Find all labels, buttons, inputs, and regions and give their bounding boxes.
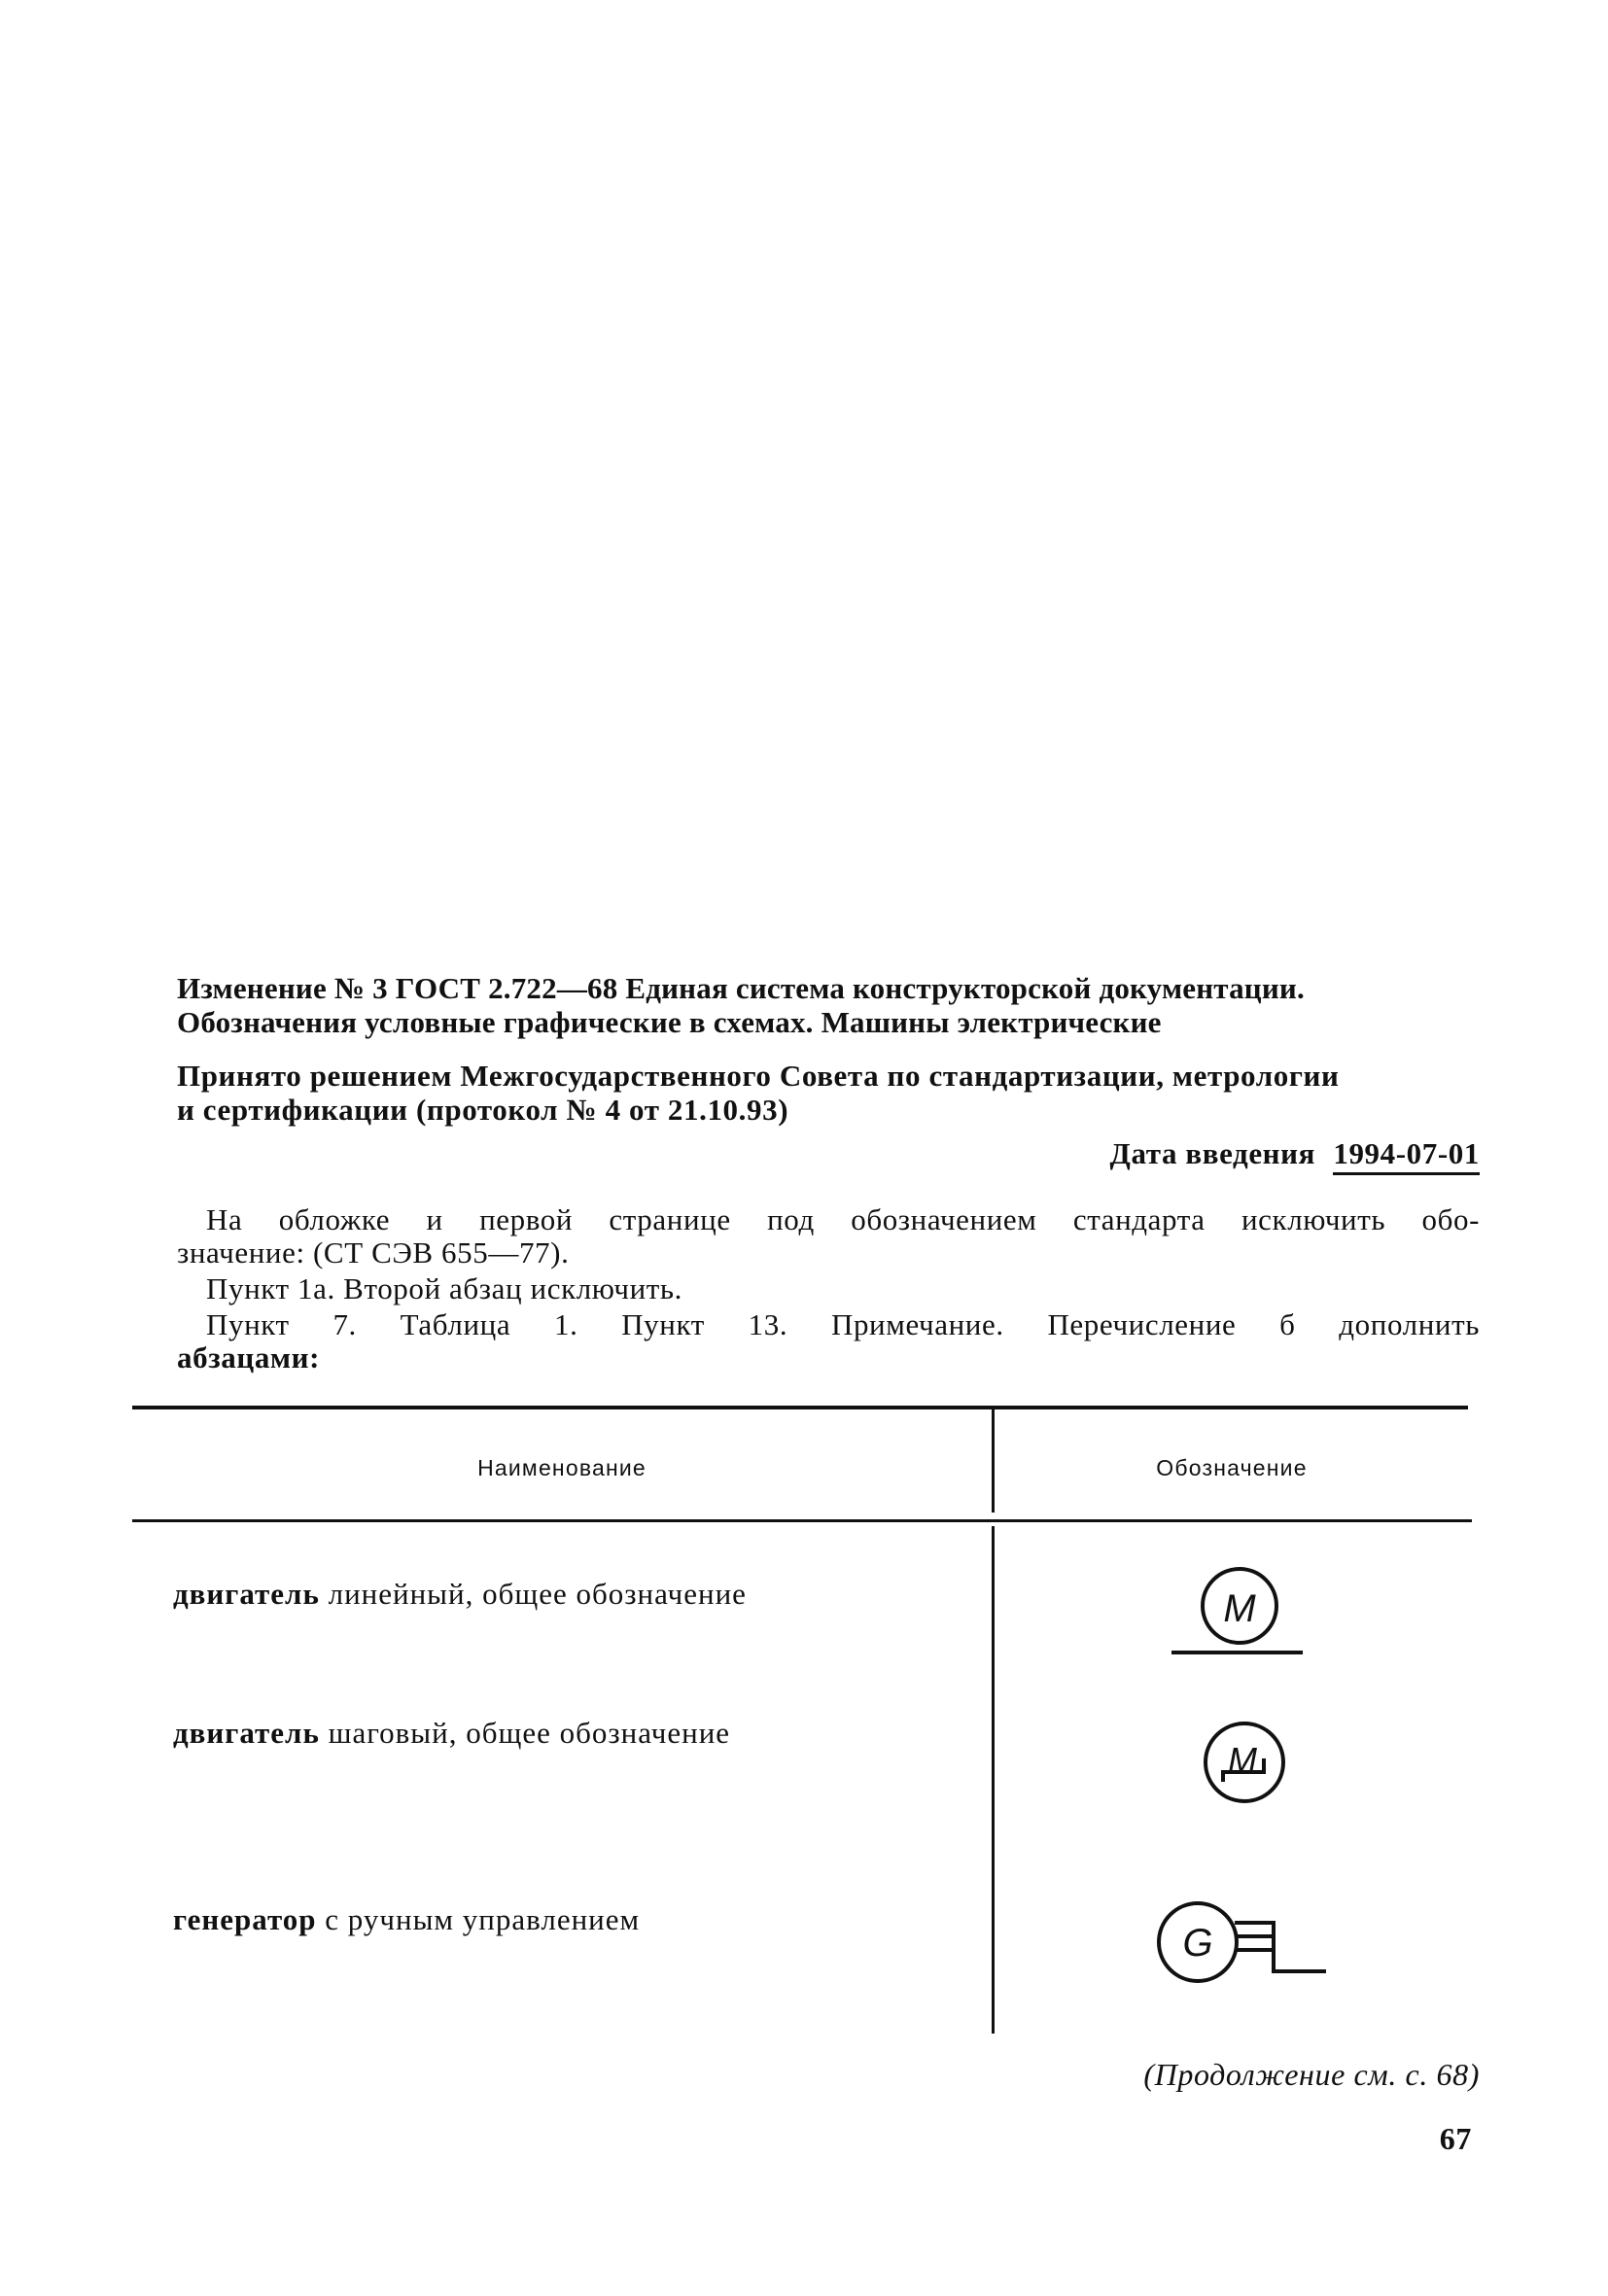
row-1-name-rest: линейный, общее обозначение xyxy=(319,1577,747,1611)
linear-motor-symbol xyxy=(1171,1567,1308,1669)
manual-generator-letter: G xyxy=(1182,1922,1213,1965)
paragraph-3-line-2: абзацами: xyxy=(177,1340,321,1374)
linear-motor-letter: M xyxy=(1223,1587,1256,1630)
table-row xyxy=(173,1577,747,1612)
table-row xyxy=(173,1902,640,1937)
row-2-name-bold: двигатель xyxy=(173,1716,320,1750)
table-header-rule xyxy=(132,1519,1472,1522)
paragraph-1-line-1: На обложке и первой странице под обозначением стандарта исключить обо- xyxy=(206,1202,1480,1236)
table-top-rule xyxy=(132,1406,1468,1409)
paragraph-2: Пункт 1а. Второй абзац исключить. xyxy=(206,1271,682,1305)
effective-date-row xyxy=(1110,1137,1480,1169)
table-row xyxy=(173,1716,730,1751)
row-1-name-bold: двигатель xyxy=(173,1577,320,1611)
adoption-line-1: Принято решением Межгосударственного Совета по стандартизации, метрологии xyxy=(177,1059,1340,1093)
paragraph-3-line-1: Пункт 7. Таблица 1. Пункт 13. Примечание. Перечисление б дополнить xyxy=(206,1307,1480,1341)
stepper-motor-symbol xyxy=(1196,1716,1303,1818)
effective-date-value: 1994-07-01 xyxy=(1333,1136,1480,1175)
row-2-name-rest: шаговый, общее обозначение xyxy=(319,1716,731,1750)
header-line-1: Изменение № 3 ГОСТ 2.722—68 Единая система конструкторской документации. xyxy=(177,971,1305,1005)
row-3-name-rest: с ручным управлением xyxy=(316,1902,641,1936)
header-line-2: Обозначения условные графические в схемах. Машины электрические xyxy=(177,1005,1162,1039)
column-header-name: Наименование xyxy=(477,1455,647,1480)
page-number: 67 xyxy=(1439,2121,1472,2156)
table-column-divider-body xyxy=(992,1526,995,2034)
adoption-line-2: и сертификации (протокол № 4 от 21.10.93) xyxy=(177,1093,789,1127)
continuation-note: (Продолжение см. с. 68) xyxy=(1143,2057,1480,2092)
manual-generator-symbol xyxy=(1151,1896,1336,1998)
column-header-symbol: Обозначение xyxy=(1156,1455,1308,1480)
row-3-name-bold: генератор xyxy=(173,1902,317,1936)
stepper-motor-letter: M xyxy=(1228,1740,1257,1780)
effective-date-label: Дата введения xyxy=(1109,1136,1315,1170)
paragraph-1-line-2: значение: (СТ СЭВ 655—77). xyxy=(177,1235,570,1270)
